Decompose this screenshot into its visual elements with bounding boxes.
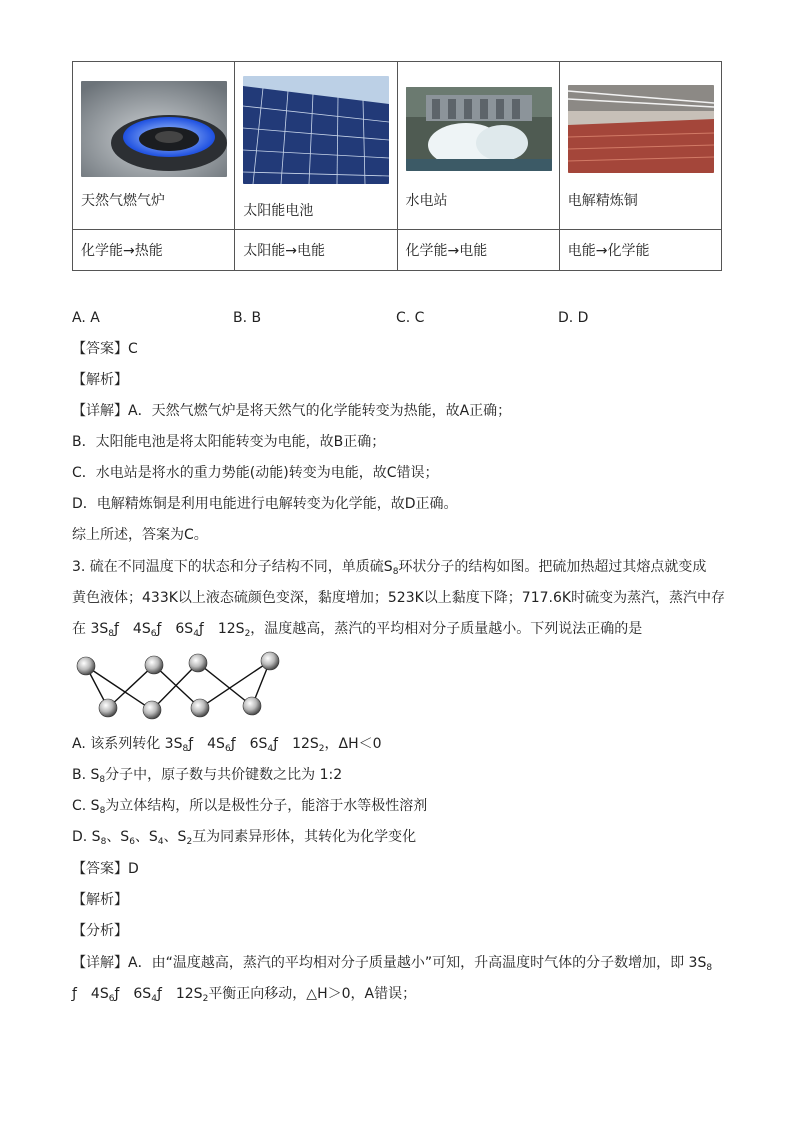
q3-stem-line-3: 在 $3S_8ƒ$ $4S_6ƒ$ $6S_4ƒ$ $12S_2$，温度越高，蒸汽的平均相对分子质量越小。下列说法正确的是 xyxy=(72,621,643,639)
q3-option-d: D. $S_8$、$S_6$、$S_4$、$S_2$互为同素异形体，其转化为化学变化 xyxy=(72,829,417,847)
q3-option-a: A. 该系列转化 $3S_8ƒ$ $4S_6ƒ$ $6S_4ƒ$ $12S_2$，ΔH＜0 xyxy=(72,736,382,754)
copper-refinery-image xyxy=(568,85,714,173)
q3-fenxi-heading: 【分析】 xyxy=(72,923,128,939)
q3-option-b: B. $S_8$分子中，原子数与共价键数之比为 1:2 xyxy=(72,767,343,785)
q3-stem-line-1: 3. 硫在不同温度下的状态和分子结构不同，单质硫$S_8$环状分子的结构如图。把硫加热超过其熔点就变成 xyxy=(72,559,707,577)
table-label-3: 水电站 xyxy=(405,193,448,209)
q2-detail-1: 【详解】A．天然气燃气炉是将天然气的化学能转变为热能，故A正确； xyxy=(72,403,512,419)
table-cell-gas-stove xyxy=(73,62,235,230)
energy-conversion-table xyxy=(72,61,722,271)
table-cell-copper-refinery xyxy=(559,62,721,230)
q3-stem-line-2: 黄色液体；433K以上液态硫颜色变深，黏度增加；523K以上黏度下降；717.6K时硫变为蒸汽，蒸汽中存 xyxy=(72,590,726,606)
q2-option-c: C. C xyxy=(396,310,425,326)
q2-detail-4: D．电解精炼铜是利用电能进行电解转变为化学能，故D正确。 xyxy=(72,496,458,512)
gas-stove-image xyxy=(81,81,227,177)
table-label-1: 天然气燃气炉 xyxy=(81,193,165,209)
q2-option-d: D. D xyxy=(558,310,589,326)
q3-detail-line-1: 【详解】A．由“温度越高，蒸汽的平均相对分子质量越小”可知，升高温度时气体的分子数增加，即 $3S_8$ xyxy=(72,955,713,973)
hydro-dam-image xyxy=(406,87,552,171)
q3-detail-line-2: ƒ $4S_6ƒ$ $6S_4ƒ$ $12S_2$平衡正向移动，△H＞0，A错误； xyxy=(72,986,417,1004)
q2-conclusion: 综上所述，答案为C。 xyxy=(72,527,208,543)
energy-cell-2: 太阳能→电能 xyxy=(235,230,397,271)
q2-option-a: A. A xyxy=(72,310,100,326)
energy-cell-1: 化学能→热能 xyxy=(73,230,235,271)
q3-analysis-heading: 【解析】 xyxy=(72,892,128,908)
s8-molecule-figure xyxy=(72,648,284,724)
table-label-2: 太阳能电池 xyxy=(243,203,314,219)
q2-option-b: B. B xyxy=(233,310,262,326)
q3-option-c: C. $S_8$为立体结构，所以是极性分子，能溶于水等极性溶剂 xyxy=(72,798,428,816)
q2-analysis-heading: 【解析】 xyxy=(72,372,128,388)
q2-detail-3: C．水电站是将水的重力势能(动能)转变为电能，故C错误； xyxy=(72,465,439,481)
table-label-4: 电解精炼铜 xyxy=(567,193,638,209)
table-cell-hydro-dam xyxy=(397,62,559,230)
q3-answer: 【答案】D xyxy=(72,861,139,877)
table-cell-solar-panel xyxy=(235,62,397,230)
q2-answer: 【答案】C xyxy=(72,341,138,357)
energy-cell-4: 电能→化学能 xyxy=(559,230,721,271)
solar-panel-image xyxy=(243,76,389,184)
q2-detail-2: B．太阳能电池是将太阳能转变为电能，故B正确； xyxy=(72,434,386,450)
energy-cell-3: 化学能→电能 xyxy=(397,230,559,271)
